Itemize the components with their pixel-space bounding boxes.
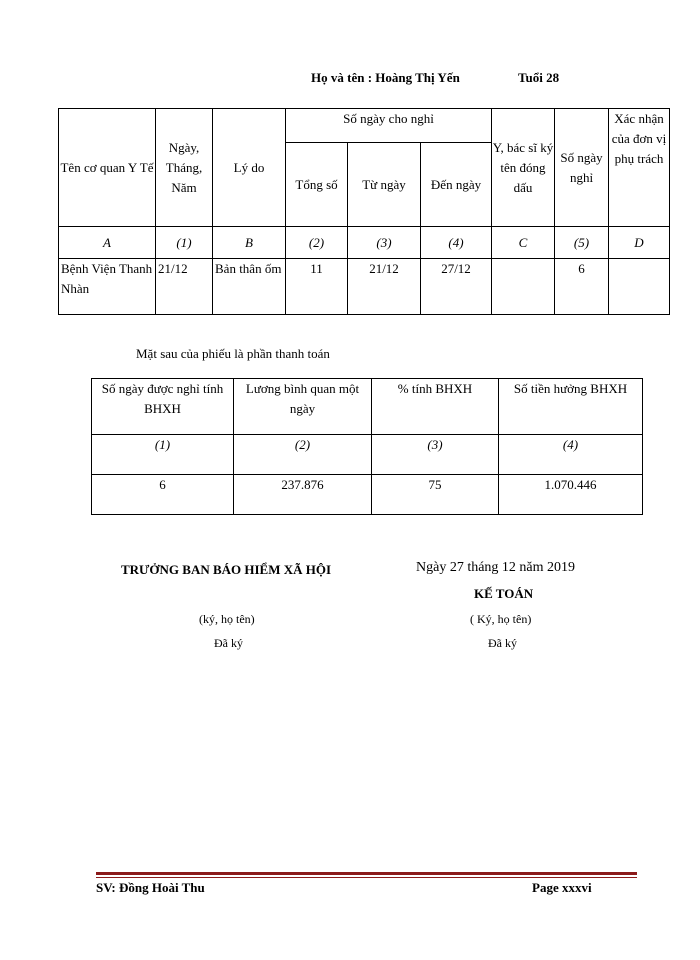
payment-intro: Mặt sau của phiếu là phần thanh toán — [136, 346, 330, 361]
pay-code-cell: (3) — [372, 435, 499, 475]
pay-code-cell: (2) — [234, 435, 372, 475]
code-cell: D — [609, 227, 670, 259]
row-to: 27/12 — [421, 259, 492, 315]
row-from: 21/12 — [348, 259, 421, 315]
pay-value-amount: 1.070.446 — [499, 475, 643, 515]
footer-rule-thin — [96, 877, 637, 878]
pay-header-amount: Số tiền hưởng BHXH — [499, 379, 643, 435]
pay-value-salary: 237.876 — [234, 475, 372, 515]
row-agency: Bệnh Viện Thanh Nhàn — [59, 259, 156, 315]
left-signatory-title: TRƯỞNG BAN BÁO HIỂM XÃ HỘI — [121, 562, 332, 577]
pay-header-days: Số ngày được nghỉ tính BHXH — [92, 379, 234, 435]
code-cell: B — [213, 227, 286, 259]
code-cell: A — [59, 227, 156, 259]
payment-table — [91, 378, 643, 515]
right-signatory-title: KẾ TOÁN — [474, 586, 534, 601]
right-sign-hint: ( Ký, họ tên) — [470, 612, 532, 626]
pay-value-percent: 75 — [372, 475, 499, 515]
header-agency: Tên cơ quan Y Tế — [59, 109, 156, 227]
header-days-off: Số ngày nghỉ — [555, 109, 609, 227]
signature-date: Ngày 27 tháng 12 năm 2019 — [416, 560, 576, 575]
row-reason: Bản thân ốm — [213, 259, 286, 315]
row-confirm — [609, 259, 670, 315]
patient-name: Họ và tên : Hoàng Thị Yến — [311, 70, 460, 85]
left-sign-hint: (ký, họ tên) — [199, 612, 255, 626]
right-signed: Đã ký — [488, 636, 517, 650]
header-doctor: Y, bác sĩ ký tên đóng dấu — [492, 109, 555, 227]
left-signed: Đã ký — [214, 636, 243, 650]
code-cell: C — [492, 227, 555, 259]
code-cell: (1) — [156, 227, 213, 259]
header-reason: Lý do — [213, 109, 286, 227]
header-total: Tổng số — [286, 143, 348, 227]
pay-value-days: 6 — [92, 475, 234, 515]
patient-age: Tuổi 28 — [518, 70, 560, 85]
footer-page: Page xxxvi — [532, 880, 592, 895]
code-cell: (2) — [286, 227, 348, 259]
pay-header-percent: % tính BHXH — [372, 379, 499, 435]
row-date: 21/12 — [156, 259, 213, 315]
code-cell: (3) — [348, 227, 421, 259]
header-from: Từ ngày — [348, 143, 421, 227]
sick-leave-table — [58, 108, 670, 315]
pay-header-salary: Lương bình quan một ngày — [234, 379, 372, 435]
header-to: Đến ngày — [421, 143, 492, 227]
header-date: Ngày, Tháng, Năm — [156, 109, 213, 227]
row-days-off: 6 — [555, 259, 609, 315]
header-confirm: Xác nhận của đơn vị phụ trách — [609, 109, 670, 227]
header-days-group: Số ngày cho nghỉ — [286, 109, 492, 143]
row-total: 11 — [286, 259, 348, 315]
code-cell: (5) — [555, 227, 609, 259]
row-doctor — [492, 259, 555, 315]
footer-student: SV: Đồng Hoài Thu — [96, 880, 205, 895]
pay-code-cell: (1) — [92, 435, 234, 475]
pay-code-cell: (4) — [499, 435, 643, 475]
footer-rule — [96, 872, 637, 875]
code-cell: (4) — [421, 227, 492, 259]
